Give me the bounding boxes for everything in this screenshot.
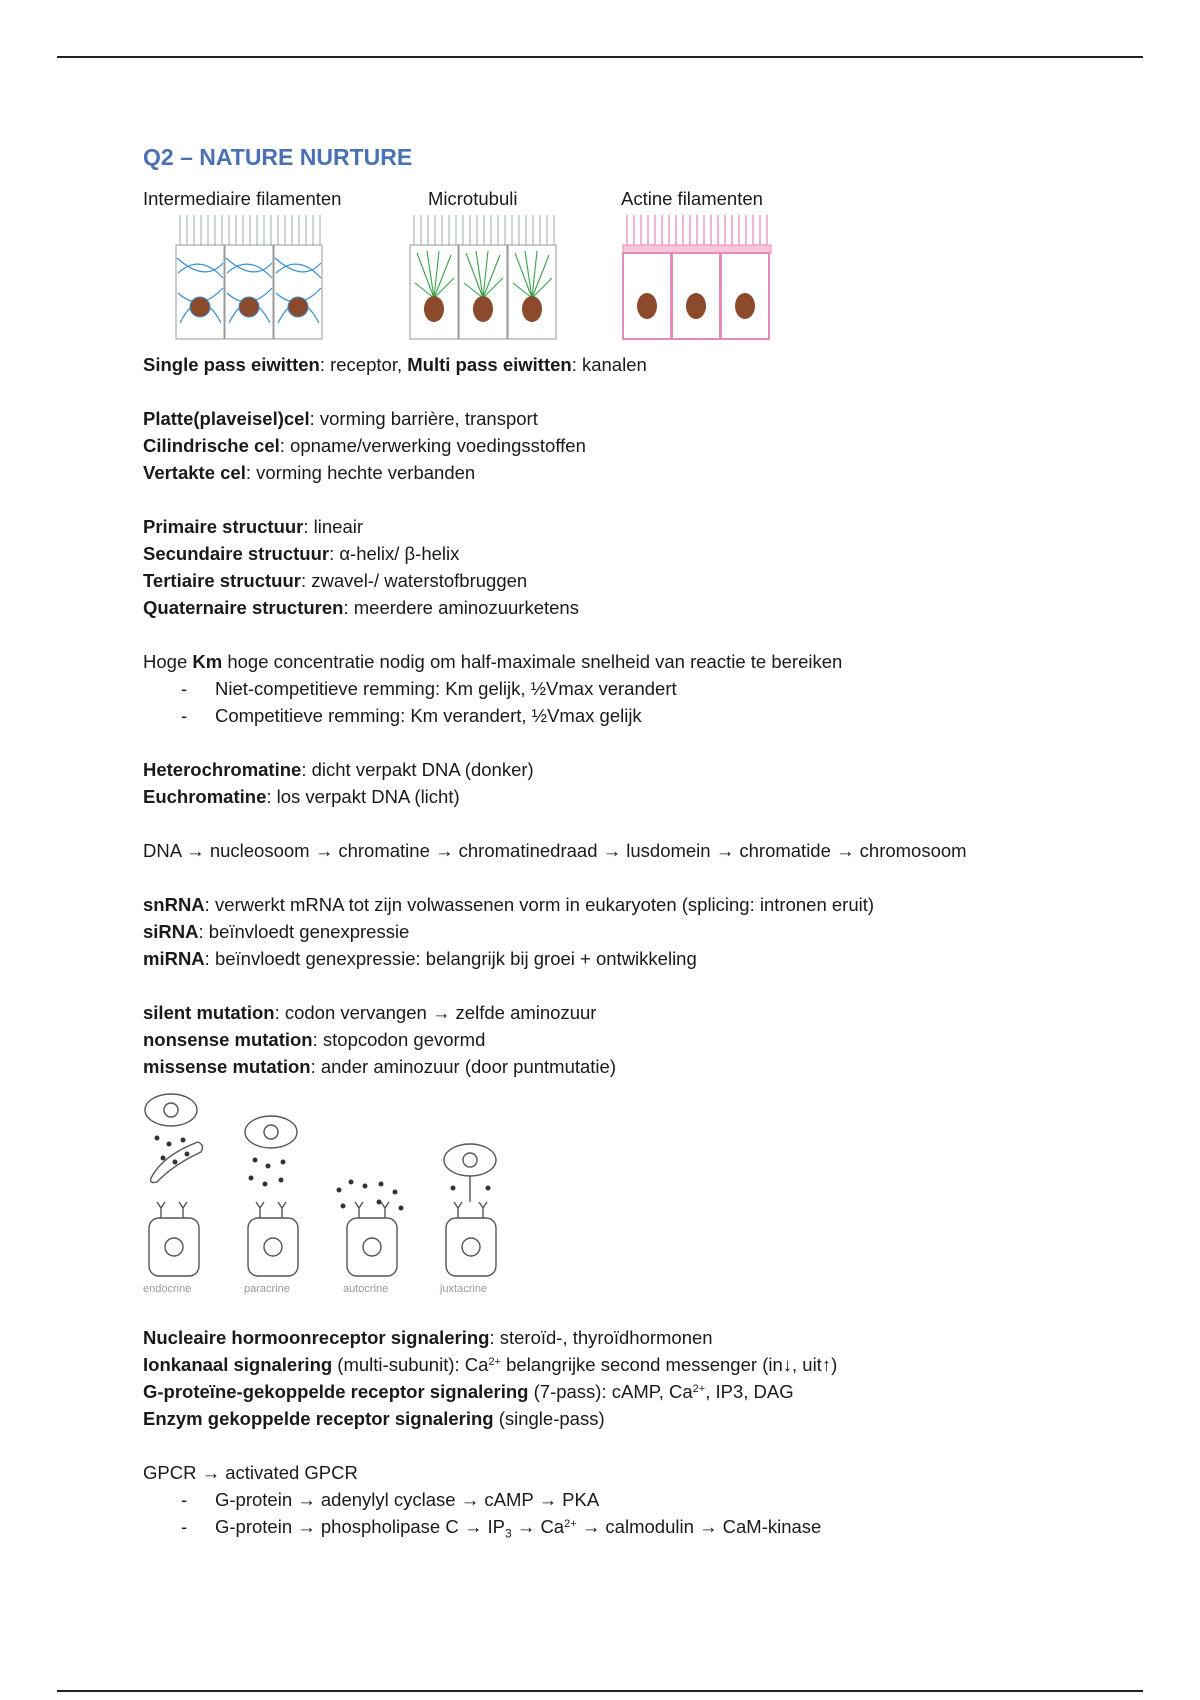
receptor-line: Nucleaire hormoonreceptor signalering: steroïd-, thyroïdhormonen xyxy=(143,1327,713,1348)
chromatin-line: Heterochromatine: dicht verpakt DNA (donker) xyxy=(143,759,534,780)
label-actin: Actine filamenten xyxy=(621,188,763,209)
signaling-diagram xyxy=(143,1090,503,1280)
intermediate-filament-cells xyxy=(175,213,325,341)
label-intermediate: Intermediaire filamenten xyxy=(143,188,342,209)
receptor-line: Ionkanaal signalering (multi-subunit): $Ca^{2+}$ belangrijke second messenger (in↓, uit↑) xyxy=(143,1354,838,1375)
rna-line: miRNA: beïnvloedt genexpressie: belangrijk bij groei + ontwikkeling xyxy=(143,948,697,969)
header-rule xyxy=(57,56,1143,58)
structure-line: Quaternaire structuren: meerdere aminozuurketens xyxy=(143,597,579,618)
rna-line: snRNA: verwerkt mRNA tot zijn volwassenen vorm in eukaryoten (splicing: intronen eruit) xyxy=(143,894,875,915)
rna-line: siRNA: beïnvloedt genexpressie xyxy=(143,921,410,942)
mutation-line: silent mutation: codon vervangen → zelfde aminozuur xyxy=(143,1002,597,1023)
list-item: - Niet-competitieve remming: Km gelijk, ½Vmax verandert xyxy=(143,675,1103,702)
km-line: Hoge Km hoge concentratie nodig om half-maximale snelheid van reactie te bereiken xyxy=(143,651,843,672)
gpcr-line: GPCR → activated GPCR xyxy=(143,1462,358,1483)
structure-line: Secundaire structuur: α-helix/ β-helix xyxy=(143,543,460,564)
dna-chain: DNA → nucleosoom → chromatine → chromatinedraad → lusdomein → chromatide → chromosoom xyxy=(143,840,967,861)
cell-type-line: Vertakte cel: vorming hechte verbanden xyxy=(143,462,476,483)
label-endocrine: endocrine xyxy=(143,1283,192,1295)
structure-line: Primaire structuur: lineair xyxy=(143,516,364,537)
structure-line: Tertiaire structuur: zwavel-/ waterstofbruggen xyxy=(143,570,528,591)
chromatin-line: Euchromatine: los verpakt DNA (licht) xyxy=(143,786,460,807)
km-list xyxy=(143,675,1103,729)
pass-line: Single pass eiwitten: receptor, Multi pass eiwitten: kanalen xyxy=(143,354,647,375)
cell-type-line: Platte(plaveisel)cel: vorming barrière, transport xyxy=(143,408,538,429)
receptor-line: G-proteïne-gekoppelde receptor signalering (7-pass): cAMP, $Ca^{2+}$, IP3, DAG xyxy=(143,1381,794,1402)
list-item: - G-protein → phospholipase $C \to IP_3 \to Ca^{2+}$ → calmodulin → CaM-kinase xyxy=(143,1513,1103,1540)
page-content xyxy=(143,138,1103,1540)
footer-rule xyxy=(57,1690,1143,1692)
label-microtubuli: Microtubuli xyxy=(428,188,518,209)
receptor-line: Enzym gekoppelde receptor signalering (single-pass) xyxy=(143,1408,605,1429)
actin-filament-cells xyxy=(622,213,772,341)
label-autocrine: autocrine xyxy=(343,1283,389,1295)
label-juxtacrine: juxtacrine xyxy=(440,1283,488,1295)
microtubule-cells xyxy=(409,213,559,341)
mutation-line: nonsense mutation: stopcodon gevormd xyxy=(143,1029,486,1050)
label-paracrine: paracrine xyxy=(244,1283,290,1295)
cytoskeleton-figure-labels xyxy=(143,185,1103,213)
list-item: - G-protein → adenylyl cyclase → cAMP → PKA xyxy=(143,1486,1103,1513)
cell-type-line: Cilindrische cel: opname/verwerking voedingsstoffen xyxy=(143,435,586,456)
list-item: - Competitieve remming: Km verandert, ½Vmax gelijk xyxy=(143,702,1103,729)
gpcr-list xyxy=(143,1486,1103,1540)
page-title: Q2 – NATURE NURTURE xyxy=(143,144,413,170)
mutation-line: missense mutation: ander aminozuur (door puntmutatie) xyxy=(143,1056,616,1077)
signaling-figure xyxy=(143,1090,1103,1318)
cytoskeleton-figure xyxy=(143,213,1103,343)
